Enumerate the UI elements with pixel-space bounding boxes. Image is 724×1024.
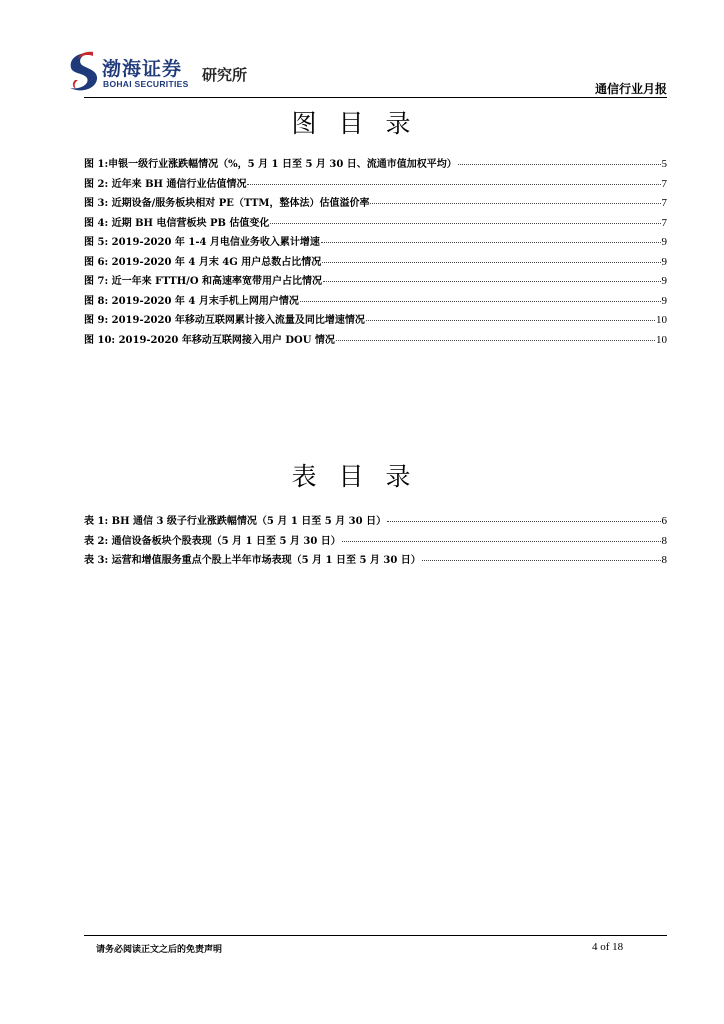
toc-entry-page: 5 [661, 158, 667, 170]
toc-entry-page: 9 [661, 275, 667, 287]
toc-leader-dots [387, 521, 660, 522]
toc-entry[interactable] [84, 233, 667, 253]
toc-entry-label: 图 3: 近期设备/服务板块相对 PE（TTM，整体法）估值溢价率 [84, 198, 370, 209]
toc-entry[interactable] [84, 551, 667, 571]
toc-entry-page: 10 [656, 333, 667, 346]
toc-entry-label: 图 4: 近期 BH 电信营板块 PB 估值变化 [84, 217, 270, 229]
logo-english-name: BOHAI SECURITIES [103, 79, 189, 89]
toc-leader-dots [270, 223, 660, 224]
bohai-logo-icon [66, 50, 100, 92]
toc-leader-dots [422, 560, 661, 561]
footer-divider [84, 935, 667, 936]
toc-entry-label: 表 1: BH 通信 3 级子行业涨跌幅情况（5 月 1 日至 5 月 30 日） [84, 516, 387, 527]
toc-leader-dots [300, 301, 661, 302]
toc-entry-label: 表 2: 通信设备板块个股表现（5 月 1 日至 5 月 30 日） [84, 535, 341, 547]
figures-toc-list [84, 155, 667, 350]
tables-toc-list [84, 512, 667, 571]
toc-entry-page: 10 [656, 314, 667, 326]
toc-entry[interactable] [84, 532, 667, 552]
toc-entry[interactable] [84, 155, 667, 175]
toc-entry[interactable] [84, 272, 667, 292]
toc-entry[interactable] [84, 311, 667, 331]
toc-entry[interactable] [84, 292, 667, 312]
toc-entry-page: 8 [661, 554, 667, 566]
toc-entry-label: 图 8: 2019-2020 年 4 月末手机上网用户情况 [84, 295, 299, 307]
logo-chinese-name: 渤海证券 [102, 58, 183, 80]
toc-entry-label: 表 3: 运营和增值服务重点个股上半年市场表现（5 月 1 日至 5 月 30 日） [84, 555, 421, 566]
page-indicator: 4 of 18 [592, 941, 624, 953]
toc-entry[interactable] [84, 214, 667, 234]
toc-entry-label: 图 6: 2019-2020 年 4 月末 4G 用户总数占比情况 [84, 256, 322, 268]
toc-entry[interactable] [84, 331, 667, 351]
toc-leader-dots [322, 262, 660, 263]
toc-entry-page: 7 [661, 177, 667, 190]
toc-entry[interactable] [84, 253, 667, 273]
toc-entry-page: 9 [661, 236, 667, 248]
figures-toc-title: 图目录 [291, 109, 433, 138]
toc-entry-page: 7 [661, 197, 667, 209]
toc-entry-label: 图 2: 近年来 BH 通信行业估值情况 [84, 178, 247, 190]
toc-leader-dots [247, 184, 660, 185]
toc-entry-page: 9 [661, 255, 667, 268]
toc-entry[interactable] [84, 512, 667, 532]
toc-leader-dots [336, 340, 655, 341]
header-divider [84, 97, 667, 98]
toc-entry-page: 6 [661, 515, 667, 527]
toc-entry[interactable] [84, 175, 667, 195]
tables-toc-title: 表目录 [291, 462, 433, 491]
toc-entry-label: 图 10: 2019-2020 年移动互联网接入用户 DOU 情况 [84, 334, 335, 346]
toc-leader-dots [366, 320, 655, 321]
toc-entry-page: 8 [661, 534, 667, 547]
company-logo [66, 50, 266, 96]
toc-entry-label: 图 9: 2019-2020 年移动互联网累计接入流量及同比增速情况 [84, 315, 365, 326]
toc-entry-label: 图 1:申银一级行业涨跌幅情况（%，5 月 1 日至 5 月 30 日、流通市值加权平均） [84, 159, 457, 170]
toc-entry-label: 图 5: 2019-2020 年 1-4 月电信业务收入累计增速 [84, 237, 320, 248]
toc-leader-dots [323, 281, 660, 282]
disclaimer-note: 请务必阅读正文之后的免责声明 [96, 945, 223, 955]
toc-entry[interactable] [84, 194, 667, 214]
toc-leader-dots [370, 203, 660, 204]
toc-entry-label: 图 7: 近一年来 FTTH/O 和高速率宽带用户占比情况 [84, 276, 323, 287]
toc-entry-page: 7 [661, 216, 667, 229]
report-type: 通信行业月报 [594, 82, 667, 96]
toc-entry-page: 9 [661, 294, 667, 307]
toc-leader-dots [458, 164, 661, 165]
toc-leader-dots [342, 541, 661, 542]
toc-leader-dots [321, 242, 661, 243]
institute-name: 研究所 [202, 66, 248, 84]
